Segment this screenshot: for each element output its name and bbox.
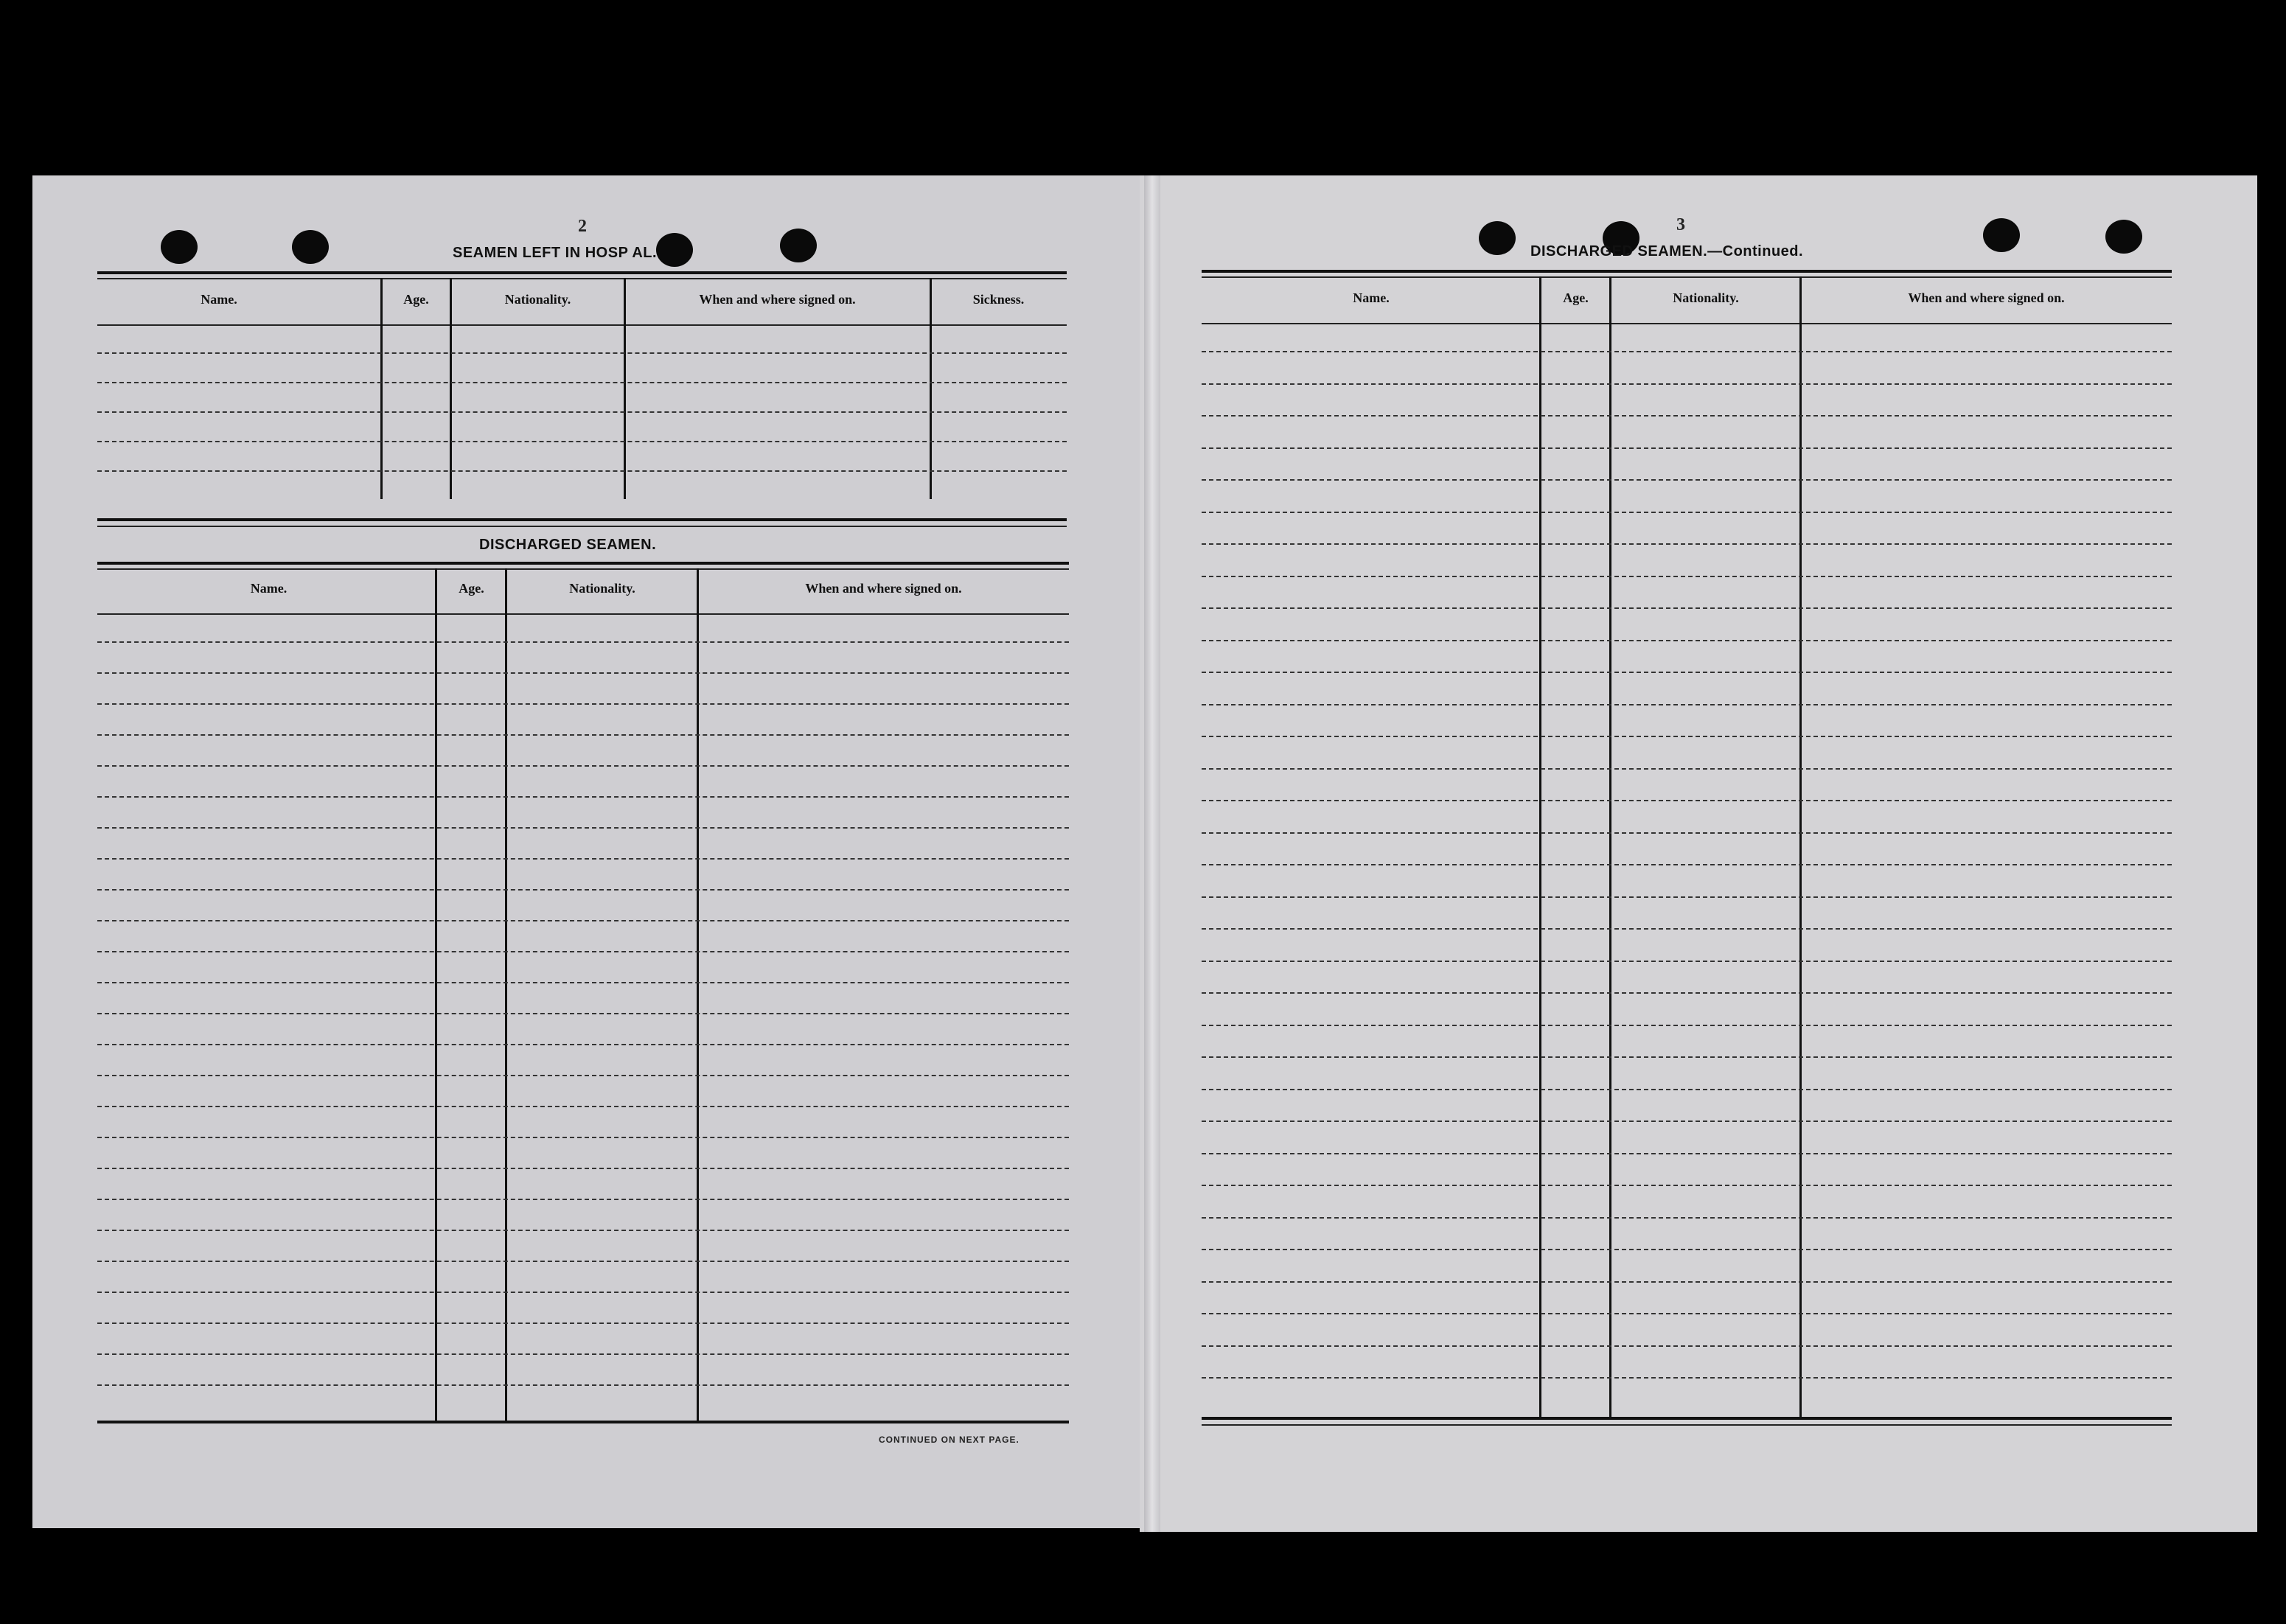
col-head-sickness: Sickness.	[972, 292, 1025, 307]
continued-note: CONTINUED ON NEXT PAGE.	[879, 1435, 1020, 1445]
col-head-age: Age.	[403, 292, 429, 307]
punch-hole	[161, 230, 198, 264]
page-number-left: 2	[578, 217, 587, 236]
page-number-right: 3	[1676, 215, 1685, 234]
punch-hole	[2105, 220, 2142, 254]
col-head-when-where: When and where signed on.	[1908, 290, 2065, 305]
punch-hole	[1479, 221, 1516, 255]
page-fold	[1144, 175, 1160, 1532]
col-head-age: Age.	[459, 581, 484, 596]
col-head-name: Name.	[1353, 290, 1390, 305]
section-title-discharged: DISCHARGED SEAMEN.	[479, 537, 657, 553]
section-title-discharged-continued: DISCHARGED SEAMEN.—Continued.	[1530, 243, 1804, 259]
col-head-when-where: When and where signed on.	[805, 581, 962, 596]
punch-hole	[656, 233, 693, 267]
col-head-name: Name.	[201, 292, 237, 307]
punch-hole	[292, 230, 329, 264]
col-head-name: Name.	[250, 581, 288, 596]
col-head-nationality: Nationality.	[504, 292, 571, 307]
section-title-hospital: SEAMEN LEFT IN HOSP AL.	[453, 245, 658, 261]
col-head-age: Age.	[1563, 290, 1589, 305]
punch-hole	[780, 229, 817, 262]
punch-hole	[1983, 218, 2020, 252]
discharged-continued-table	[1202, 270, 2172, 1429]
col-head-nationality: Nationality.	[1673, 290, 1739, 305]
col-head-when-where: When and where signed on.	[699, 292, 856, 307]
hospital-table	[97, 271, 1067, 529]
discharged-table	[97, 562, 1069, 1432]
col-head-nationality: Nationality.	[569, 581, 635, 596]
